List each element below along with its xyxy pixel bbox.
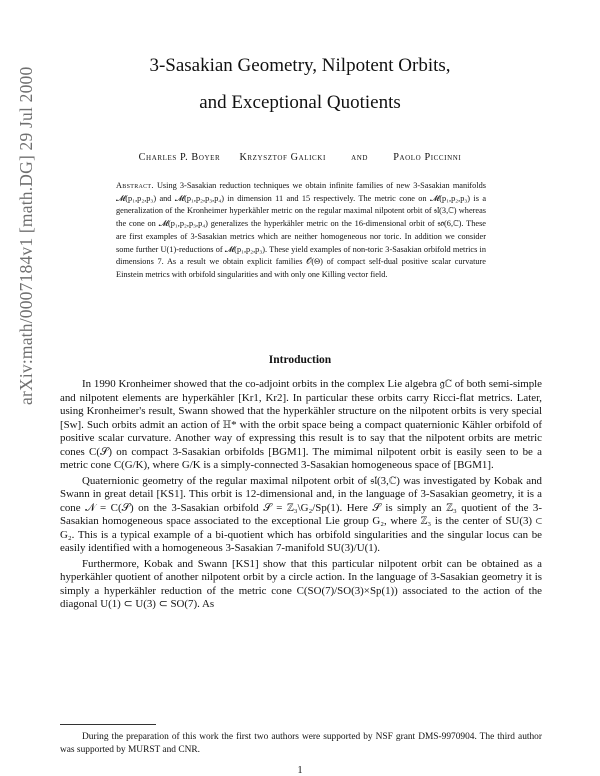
paper-title-line-1: 3-Sasakian Geometry, Nilpotent Orbits, [149, 55, 451, 76]
paragraph: Quaternionic geometry of the regular maximal nilpotent orbit of 𝔰𝔩(3,ℂ) was investigated by Kobak and Swann in great detail [KS1]. This orbit is 12-dimensional and, in the language of 3-Sasakian geometry, it is a cone 𝒩 = C(𝒮) on the 3-Sasakian orbifold 𝒮 = ℤ₃\G₂/Sp(1). Here 𝒮 is simply an ℤ₃ quotient of the 3-Sasakian homogeneous space associated to the exceptional Lie group G₂, where ℤ₃ is the center of SU(3) ⊂ G₂. This is a typical example of a bi-quotient which has orbifold singularities and the singular locus can be easily identified with a homogeneous 3-Sasakian 7-manifold SU(3)/U(1). [60, 474, 542, 554]
paper-title-line-2: and Exceptional Quotients [199, 92, 401, 113]
body-text [60, 378, 542, 614]
abstract [116, 180, 486, 282]
footnote-rule [60, 724, 156, 725]
abstract-heading: Abstract. [116, 181, 154, 190]
section-title: Introduction [268, 354, 332, 366]
author-list [60, 152, 540, 163]
author-name: Krzysztof Galicki [239, 152, 326, 163]
paragraph: Furthermore, Kobak and Swann [KS1] show that this particular nilpotent orbit can be obtained as a hyperkähler quotient of another nilpotent orbit by a circle action. In the language of 3-Sasakian geometry it is simply a hyperkähler reduction of the metric cone C(SO(7)/SO(3)×Sp(1)) associated to the action of the diagonal U(1) ⊂ U(3) ⊂ SO(7). As [60, 557, 542, 610]
author-name: Charles P. Boyer [138, 152, 221, 163]
footnote: During the preparation of this work the first two authors were supported by NSF grant DMS-9970904. The third author was supported by MURST and CNR. [60, 732, 542, 755]
author-conjunction: and [351, 152, 369, 163]
abstract-text: Using 3-Sasakian reduction techniques we obtain infinite families of new 3-Sasakian manifolds 𝓜(p₁,p₂,p₃) and 𝓜(p₁,p₂,p₃,p₄) in dimension 11 and 15 respectively. The metric cone on 𝓜(p₁,p₂,p₃) is a generalization of the Kronheimer hyperkähler metric on the regular maximal nilpotent orbit of 𝔰𝔩(3,ℂ) whereas the cone on 𝓜(p₁,p₂,p₃,p₄) generalizes the hyperkähler metric on the 16-dimensional orbit of 𝔰𝔬(6,ℂ). These are first examples of 3-Sasakian metrics which are neither homogeneous nor toric. In addition we consider some further U(1)-reductions of 𝓜(p₁,p₂,p₃). These yield examples of non-toric 3-Sasakian orbifold metrics in dimensions 7. As a result we obtain explicit families 𝒪(Θ) of compact self-dual positive scalar curvature Einstein metrics with orbifold singularities and with only one Killing vector field. [116, 181, 487, 279]
arxiv-identifier-stamp: arXiv:math/0007184v1 [math.DG] 29 Jul 2000 [16, 66, 36, 405]
page-number: 1 [297, 765, 303, 776]
author-name: Paolo Piccinni [393, 152, 462, 163]
paragraph: In 1990 Kronheimer showed that the co-adjoint orbits in the complex Lie algebra 𝔤ℂ of both semi-simple and nilpotent elements are hyperkähler [Kr1, Kr2]. In particular these orbits carry Ricci-flat metrics. Later, using Kronheimer's result, Swann showed that the hyperkähler structure on the nilpotent orbits is very special [Sw]. Such orbits admit an action of ℍ* with the orbit space being a compact quaternionic Kähler orbifold of positive scalar curvature. Another way of expressing this result is to say that the nilpotent orbits are metric cones C(𝒮) on compact 3-Sasakian orbifolds [BGM1]. The mimimal nilpotent orbit is easily seen to be a metric cone C(G/K), where G/K is a simply-connected 3-Sasakian homogeneous space of [BGM1]. [60, 378, 542, 471]
